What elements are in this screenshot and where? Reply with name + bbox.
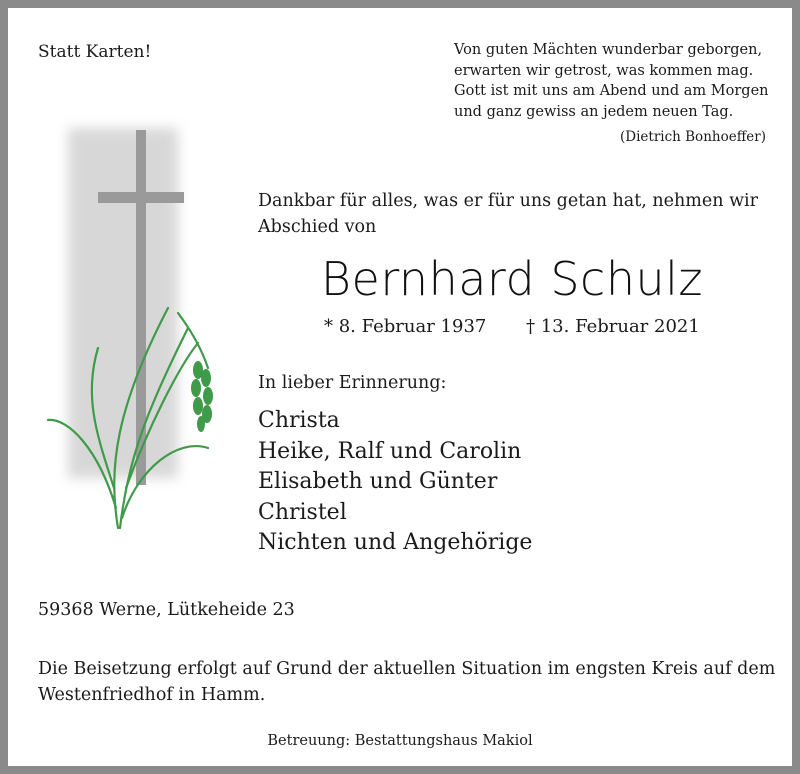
address: 59368 Werne, Lütkeheide 23 [38,600,295,620]
funeral-home-credit: Betreuung: Bestattungshaus Makiol [267,733,533,749]
mourner-item: Christa [258,408,340,433]
statt-karten-label: Statt Karten! [38,42,152,62]
poem-quote [454,40,769,122]
mourner-item: Nichten und Angehörige [258,530,533,555]
mourner-item: Elisabeth und Günter [258,469,498,494]
poem-line: und ganz gewiss an jedem neuen Tag. [454,103,734,120]
poem-line: Von guten Mächten wunderbar geborgen, [454,42,763,58]
mourner-item: Heike, Ralf und Carolin [258,438,522,464]
deceased-name: Bernhard Schulz [320,252,704,306]
intro-text: Dankbar für alles, was er für uns getan hat, nehmen wir Abschied von [258,191,759,237]
obituary-card [8,8,792,766]
poem-line: Gott ist mit uns am Abend und am Morgen [454,83,769,99]
mourner-item: Christel [258,499,347,525]
mourners-list [258,406,532,559]
cross-with-wheat-icon [38,108,228,538]
wheat-ear-icon [191,361,213,432]
birth-date: * 8. Februar 1937 [324,316,487,337]
death-date: † 13. Februar 2021 [526,316,700,337]
cross-shadow [68,128,178,478]
poem-line: erwarten wir getrost, was kommen mag. [454,62,754,79]
burial-notice: Die Beisetzung erfolgt auf Grund der aktuellen Situation im engsten Kreis auf dem Westenfriedhof in Hamm. [38,659,776,705]
memory-label: In lieber Erinnerung: [258,373,447,393]
poem-author: (Dietrich Bonhoeffer) [620,129,766,145]
